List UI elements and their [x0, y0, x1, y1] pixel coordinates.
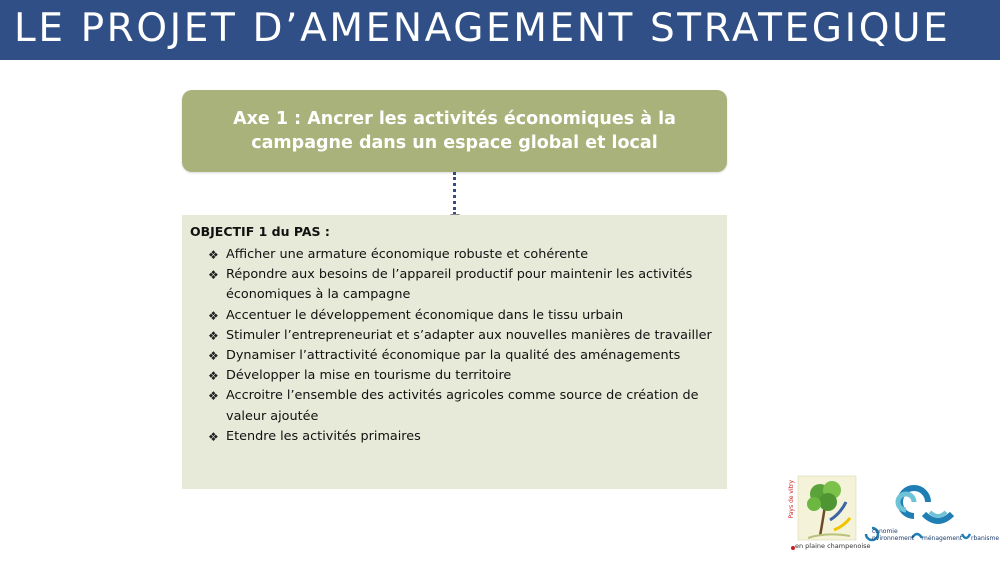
objectif-item-text: Accentuer le développement économique dans le tissu urbain	[226, 307, 624, 323]
ceau-logo	[862, 484, 1000, 550]
objectif-item-text: Afficher une armature économique robuste et cohérente	[226, 247, 589, 262]
objectif-item	[208, 265, 717, 305]
ceau-caption-4: rbanisme	[971, 535, 1000, 542]
diamond-bullet-icon: ❖	[208, 268, 219, 283]
objectif-item-text: Etendre les activités primaires	[226, 428, 421, 444]
objectif-item-text: Dynamiser l’attractivité économique par la qualité des aménagements	[226, 348, 681, 364]
diamond-bullet-icon: ❖	[208, 389, 219, 404]
pays-vertical-text: Pays de vitry	[788, 480, 795, 519]
objectif-item-text: Stimuler l’entrepreneuriat et s’adapter aux nouvelles manières de travailler	[226, 327, 712, 343]
objectif-item	[208, 346, 717, 366]
title-bar	[0, 0, 1000, 60]
dotted-connector	[453, 172, 456, 215]
page-title: LE PROJET D’AMENAGEMENT STRATEGIQUE	[14, 6, 951, 51]
objectif-item-text: Développer la mise en tourisme du territoire	[226, 368, 512, 384]
diamond-bullet-icon: ❖	[208, 429, 219, 444]
objectif-item	[208, 306, 717, 326]
pays-de-vitry-logo	[788, 474, 871, 552]
diamond-bullet-icon: ❖	[208, 248, 219, 262]
objectif-item	[208, 366, 717, 386]
ceau-caption-1: conomie	[872, 528, 898, 535]
diamond-bullet-icon: ❖	[208, 308, 219, 323]
pays-caption: en plaine champenoise	[795, 542, 871, 550]
tree-logo-icon	[790, 474, 862, 552]
objectif-item-text: Répondre aux besoins de l’appareil productif pour maintenir les activités économiques à la campagne	[226, 267, 693, 303]
objectif-list	[190, 245, 717, 447]
objectif-panel	[182, 215, 727, 489]
diamond-bullet-icon: ❖	[208, 328, 219, 343]
objectif-item	[208, 326, 717, 346]
axe-1-label: Axe 1 : Ancrer les activités économiques à la campagne dans un espace global et local	[233, 109, 676, 153]
diamond-bullet-icon: ❖	[208, 369, 219, 384]
objectif-item	[208, 427, 717, 447]
objectif-item-text: Accroitre l’ensemble des activités agricoles comme source de création de valeur ajoutée	[226, 388, 699, 424]
diamond-bullet-icon: ❖	[208, 349, 219, 364]
objectif-item	[208, 386, 717, 426]
axe-1-box	[182, 90, 727, 172]
ceau-caption-2: nvironnement	[872, 535, 915, 542]
ceau-caption-3: ménagement	[922, 535, 963, 542]
objectif-heading: OBJECTIF 1 du PAS :	[190, 224, 330, 239]
objectif-item	[208, 245, 717, 265]
